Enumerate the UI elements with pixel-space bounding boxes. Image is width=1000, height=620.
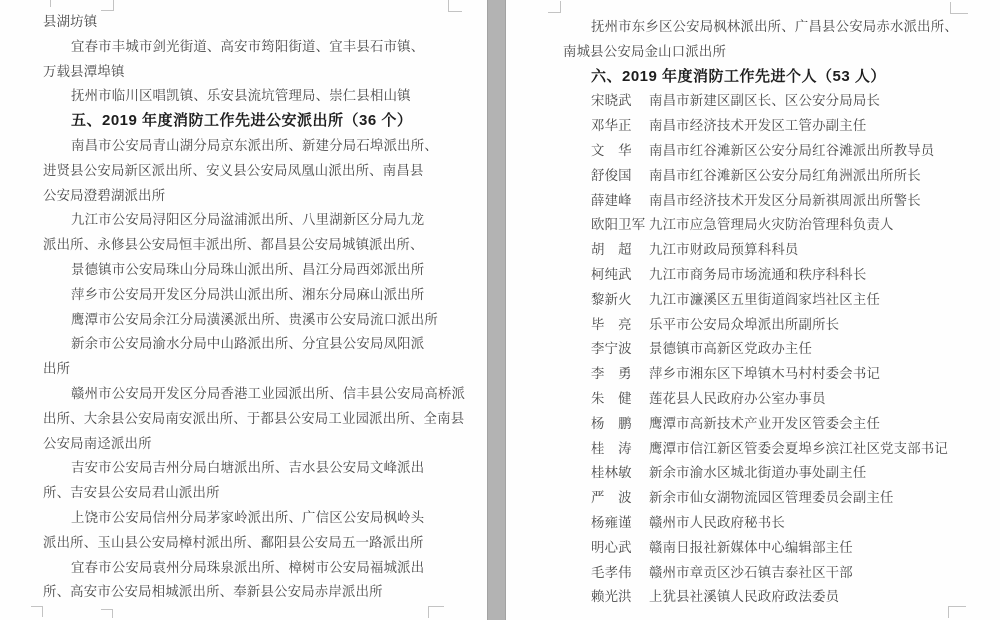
person-row [563, 238, 983, 263]
person-name: 宋晓武 [591, 93, 632, 109]
text-line: 南昌市公安局青山湖分局京东派出所、新建分局石埠派出所、 [71, 137, 438, 153]
person-name: 杨 鹏 [591, 415, 632, 431]
person-row [563, 362, 983, 387]
person-name: 毕 亮 [591, 316, 632, 332]
person-name: 文 华 [591, 142, 632, 158]
text-boundary-mark [948, 606, 966, 618]
text-boundary-mark [428, 606, 444, 618]
person-row [563, 288, 983, 313]
person-title: 莲花县人民政府办公室办事员 [649, 390, 826, 406]
text-line: 宜春市丰城市剑光街道、高安市筠阳街道、宜丰县石市镇、 [71, 38, 425, 54]
person-row [563, 89, 983, 114]
person-title: 赣州市人民政府秘书长 [649, 514, 785, 530]
text-line: 宜春市公安局袁州分局珠泉派出所、樟树市公安局福城派出 [71, 559, 425, 575]
person-name: 李 勇 [591, 366, 632, 382]
text-line: 县湖坊镇 [43, 14, 98, 29]
text-line: 景德镇市公安局珠山分局珠山派出所、昌江分局西郊派出所 [71, 261, 425, 277]
person-name: 杨雍谨 [591, 514, 632, 530]
person-name: 舒俊国 [591, 167, 632, 183]
person-row [563, 114, 983, 139]
person-name: 严 波 [591, 490, 632, 506]
text-line: 抚州市东乡区公安局枫林派出所、广昌县公安局赤水派出所、 [591, 19, 958, 34]
person-title: 新余市渝水区城北街道办事处副主任 [649, 465, 867, 481]
text-line: 所、吉安县公安局君山派出所 [43, 485, 220, 501]
text-line: 出所、大余县公安局南安派出所、于都县公安局工业园派出所、全南县 [43, 410, 465, 426]
page-gap [487, 0, 506, 620]
text-line: 鹰潭市公安局余江分局潢溪派出所、贵溪市公安局流口派出所 [71, 311, 438, 327]
person-row [563, 511, 983, 536]
text-line: 进贤县公安局新区派出所、安义县公安局凤凰山派出所、南昌县 [43, 162, 424, 178]
text-line: 赣州市公安局开发区分局香港工业园派出所、信丰县公安局高桥派 [71, 385, 466, 401]
person-name: 黎新火 [591, 291, 632, 307]
text-line: 萍乡市公安局开发区分局洪山派出所、湘东分局麻山派出所 [71, 286, 425, 302]
person-title: 南昌市经济技术开发区分局新祺周派出所警长 [649, 192, 921, 208]
person-title: 南昌市红谷滩新区公安分局红角洲派出所所长 [649, 167, 921, 183]
person-row [563, 139, 983, 164]
people-list [563, 89, 983, 610]
person-row [563, 189, 983, 214]
person-title: 九江市濂溪区五里街道阎家垱社区主任 [649, 291, 881, 307]
text-boundary-mark [101, 0, 114, 11]
person-name: 明心武 [591, 539, 632, 555]
person-title: 乐平市公安局众埠派出所副所长 [649, 316, 840, 332]
person-title: 南昌市红谷滩新区公安分局红谷滩派出所教导员 [649, 142, 935, 158]
person-title: 南昌市新建区副区长、区公安分局局长 [649, 93, 881, 109]
text-line: 吉安市公安局吉州分局白塘派出所、吉水县公安局文峰派出 [71, 460, 425, 476]
person-row [563, 387, 983, 412]
person-name: 胡 超 [591, 242, 632, 258]
text-line: 出所 [43, 361, 71, 377]
person-name: 毛孝伟 [591, 564, 632, 580]
person-name: 李宁波 [591, 341, 632, 357]
person-title: 九江市财政局预算科科员 [649, 242, 799, 258]
person-row [563, 536, 983, 561]
person-title: 上犹县社溪镇人民政府政法委员 [649, 589, 840, 605]
person-name: 朱 健 [591, 390, 632, 406]
left-page-text [43, 10, 473, 605]
text-line: 南城县公安局金山口派出所 [563, 43, 727, 59]
person-row [563, 461, 983, 486]
person-title: 新余市仙女湖物流园区管理委员会副主任 [649, 490, 894, 506]
person-title: 萍乡市湘东区下埠镇木马村村委会书记 [649, 366, 881, 382]
text-line: 万载县潭埠镇 [43, 63, 125, 79]
text-line: 六、2019 年度消防工作先进个人（53 人） [591, 67, 886, 85]
person-row [563, 561, 983, 586]
document-page-left [0, 0, 487, 620]
text-line: 公安局南迳派出所 [43, 435, 152, 451]
right-page-intro [563, 15, 983, 89]
text-line: 新余市公安局渝水分局中山路派出所、分宜县公安局凤阳派 [71, 336, 425, 352]
person-name: 薛建峰 [591, 192, 632, 208]
person-title: 九江市应急管理局火灾防治管理科负责人 [649, 217, 894, 233]
person-name: 桂林敏 [591, 465, 632, 481]
person-title: 赣州市章贡区沙石镇吉泰社区干部 [649, 564, 853, 580]
text-boundary-mark [31, 606, 43, 617]
text-line: 九江市公安局浔阳区分局湓浦派出所、八里湖新区分局九龙 [71, 212, 425, 228]
text-line: 派出所、玉山县公安局樟村派出所、鄱阳县公安局五一路派出所 [43, 534, 424, 550]
person-row [563, 412, 983, 437]
person-row [563, 213, 983, 238]
document-page-right [506, 0, 1000, 620]
person-row [563, 585, 983, 610]
person-name: 柯纯武 [591, 266, 632, 282]
person-title: 景德镇市高新区党政办主任 [649, 341, 813, 357]
person-name: 桂 涛 [591, 440, 632, 456]
person-title: 赣南日报社新媒体中心编辑部主任 [649, 539, 853, 555]
person-name: 赖光洪 [591, 589, 632, 605]
text-boundary-mark [101, 609, 113, 618]
person-title: 鹰潭市信江新区管委会夏埠乡滨江社区党支部书记 [649, 440, 948, 456]
person-row [563, 337, 983, 362]
text-line: 抚州市临川区唱凯镇、乐安县流坑管理局、崇仁县相山镇 [71, 88, 411, 104]
person-name: 邓华正 [591, 118, 632, 134]
text-line: 所、高安市公安局相城派出所、奉新县公安局赤岸派出所 [43, 584, 383, 600]
text-line: 上饶市公安局信州分局茅家岭派出所、广信区公安局枫岭头 [71, 509, 425, 525]
text-line: 派出所、永修县公安局恒丰派出所、都昌县公安局城镇派出所、 [43, 237, 424, 253]
text-boundary-mark [448, 0, 462, 12]
person-title: 南昌市经济技术开发区工管办副主任 [649, 118, 867, 134]
person-title: 九江市商务局市场流通和秩序科科长 [649, 266, 867, 282]
text-boundary-mark [548, 1, 561, 13]
right-page-text [563, 15, 983, 610]
text-line: 五、2019 年度消防工作先进公安派出所（36 个） [71, 112, 413, 130]
person-row [563, 437, 983, 462]
person-row [563, 263, 983, 288]
person-title: 鹰潭市高新技术产业开发区管委会主任 [649, 415, 881, 431]
person-row [563, 313, 983, 338]
person-row [563, 164, 983, 189]
text-boundary-mark [950, 2, 968, 14]
person-row [563, 486, 983, 511]
text-boundary-mark [50, 0, 51, 7]
text-line: 公安局澄碧湖派出所 [43, 187, 166, 203]
person-name: 欧阳卫军 [591, 217, 646, 233]
